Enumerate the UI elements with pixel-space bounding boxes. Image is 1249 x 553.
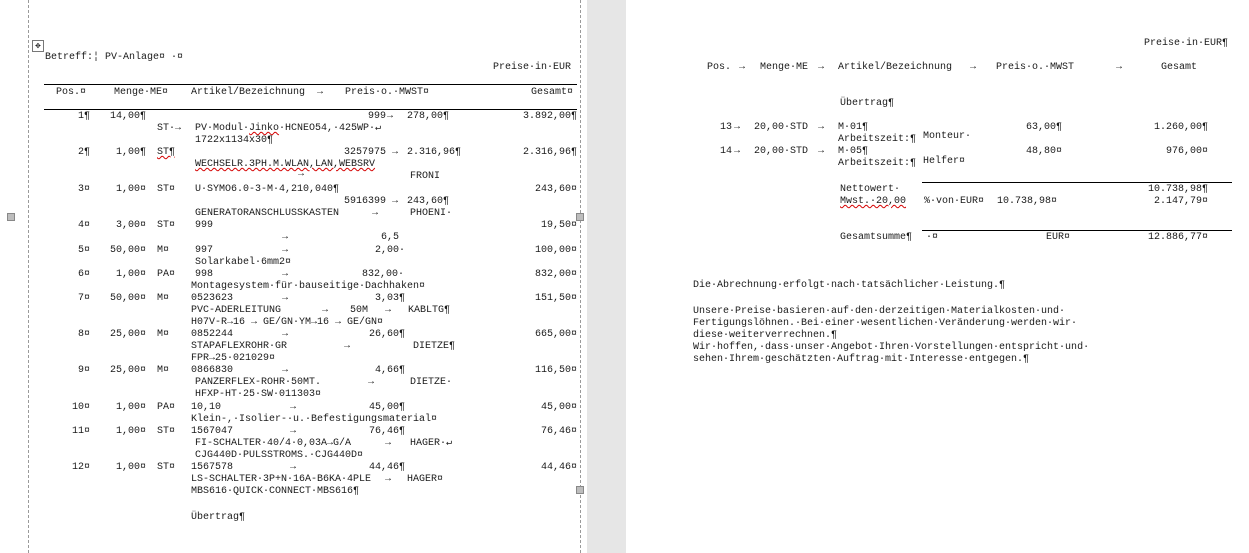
- row-desc-line: HAGER·↵: [410, 438, 453, 449]
- row-total: 19,50¤: [540, 220, 577, 231]
- row-qty: 25,00¤: [109, 365, 146, 376]
- row-art-nr: 997: [195, 245, 214, 256]
- row-unit: M¤: [157, 329, 170, 340]
- resize-handle-bottom[interactable]: [576, 486, 584, 494]
- row-desc-line: CJG440D·PULSSTROMS.·CJG440D¤: [195, 450, 364, 461]
- row-unit: ST¶: [157, 147, 176, 158]
- row-art-nr: 0523623: [191, 293, 234, 304]
- row-desc-line: HAGER¤: [407, 474, 444, 485]
- header-gesamt: Gesamt: [1161, 62, 1198, 73]
- row-pos: 5¤: [77, 245, 90, 256]
- gesamtsumme-currency: EUR¤: [1046, 232, 1071, 243]
- row-qty: 1,00¤: [115, 269, 146, 280]
- row-desc-line: MBS616·QUICK·CONNECT·MBS616¶: [191, 486, 360, 497]
- header-rule-bottom: [44, 109, 577, 110]
- row-desc-line: Klein-,·Isolier-·u.·Befestigungsmaterial¤: [191, 414, 438, 425]
- row-price: 4,66¶: [375, 365, 406, 376]
- row-desc-line: U·SYMO6.0-3-M·4,210,040¶: [195, 184, 340, 195]
- row-total: 1.260,00¶: [1153, 122, 1208, 133]
- row-desc-line: HFXP-HT·25·SW·011303¤: [195, 389, 322, 400]
- row-total: 976,00¤: [1165, 146, 1208, 157]
- row-desc-line: 50M: [350, 305, 369, 316]
- uebertrag-left: Übertrag¶: [191, 512, 246, 523]
- row-total: 44,46¤: [540, 462, 577, 473]
- row-qty: 25,00¤: [109, 329, 146, 340]
- row-unit: ST¤: [157, 426, 176, 437]
- row-desc-line: Montagesystem·für·bauseitige·Dachhaken¤: [191, 281, 426, 292]
- paragraph-line: Die·Abrechnung·erfolgt·nach·tatsächlicher·Leistung.¶: [693, 280, 1006, 291]
- totals-rule-bottom: [922, 230, 1232, 231]
- resize-handle-left[interactable]: [7, 213, 15, 221]
- gesamtsumme-value: 12.886,77¤: [1147, 232, 1208, 243]
- row-qty: 1,00¤: [115, 426, 146, 437]
- row-qty: 1,00¶: [115, 147, 146, 158]
- row-pos: 7¤: [77, 293, 90, 304]
- header-gesamt: Gesamt¤: [530, 87, 573, 98]
- row-qty: 20,00·STD: [754, 122, 809, 133]
- row-unit: ST¤: [157, 220, 176, 231]
- row-total: 832,00¤: [534, 269, 577, 280]
- row-price: 243,60¶: [407, 196, 450, 207]
- header-preis: Preis·o.·MWST¤: [345, 87, 430, 98]
- row-desc-line: PVC-ADERLEITUNG: [191, 305, 282, 316]
- row-art-nr: 0852244: [191, 329, 234, 340]
- row-qty: 1,00¤: [115, 402, 146, 413]
- row-role: Helfer¤: [923, 156, 966, 167]
- document-page-left: ✥ Betreff:¦ PV-Anlage¤ ·¤ Preise·in·EUR Pos.¤ Menge·ME¤ Artikel/Bezeichnung → Preis·o.·MWST¤ Gesamt¤ 1¶ 14,00¶ ST·→ 999 → 278,00¶ 3.892,00¶ PV·Modul·Jinko·HCNEO54,·425WP·↵ 1722x1134x30¶ 2¶ 1,00¶ ST¶ 3257975 → 2.316,96¶ 2.316,96¶ WECHSELR.3PH.M.WLAN,LAN,WEBSRV → FRONI 3¤ 1,00¤ ST¤ 243,60¤ U·SYMO6.0-3-M·4,210,040¶ 5916399 → 243,60¶ GENERATORANSCHLUSSKASTEN → PHOENI· 4¤ 3,00¤ ST¤ 999 19,50¤ → 6,5 5¤ 50,00¤ M¤ 997 → 2,00· 100,00¤ Solarkabel·6mm2¤ 6¤ 1,00¤ PA¤ 998 → 832,00· 832,00¤ Montagesystem·für·bauseitige·Dachhaken¤ 7¤ 50,00¤ M¤ 0523623 → 3,03¶ 151,50¤ PVC-ADERLEITUNG → 50M → KABLTG¶ H07V-R→16 → GE/GN·YM→16 → GE/GN¤ 8¤ 25,00¤ M¤ 0852244 → 26,60¶ 665,00¤ STAPAFLEXROHR·GR → DIETZE¶ FPR→25·021029¤ 9¤ 25,00¤ M¤ 0866830 → 4,66¶ 116,50¤ PANZERFLEX-ROHR·50MT. → DIETZE· HFXP-HT·25·SW·011303¤ 10¤ 1,00¤ PA¤ 10,10 → 45,00¶ 45,00¤ Klein-,·Isolier-·u.·Befestigungsmaterial¤ 11¤ 1,00¤ ST¤ 1567047 → 76,46¶ 76,46¤ FI-SCHALTER·40/4·0,03A→G/A → HAGER·↵ CJG440D·PULSSTROMS.·CJG440D¤ 12¤ 1,00¤ ST¤ 1567578 → 44,46¶ 44,46¤ LS-SCHALTER·3P+N·16A-B6KA·4PLE → HAGER¤ MBS616·QUICK·CONNECT·MBS616¶ Übertrag¶: [0, 0, 587, 553]
- totals-rule-top: [922, 182, 1232, 183]
- row-unit: M¤: [157, 245, 170, 256]
- header-artikel: Artikel/Bezeichnung →: [191, 87, 324, 98]
- row-desc-line: STAPAFLEXROHR·GR: [191, 341, 288, 352]
- header-menge-me: Menge·ME: [760, 62, 809, 73]
- row-unit: ST¤: [157, 184, 176, 195]
- row-qty: 1,00¤: [115, 184, 146, 195]
- row-desc-line: DIETZE·: [410, 377, 453, 388]
- row-price: 44,46¶: [369, 462, 406, 473]
- row-art-nr: 1567047: [191, 426, 234, 437]
- resize-handle-right[interactable]: [576, 213, 584, 221]
- row-qty: 50,00¤: [109, 245, 146, 256]
- paragraph-line: Unsere·Preise·basieren·auf·den·derzeitigen·Materialkosten·und·: [693, 306, 1066, 317]
- row-price: 26,60¶: [369, 329, 406, 340]
- row-unit: ST¤: [157, 462, 176, 473]
- row-total: 116,50¤: [534, 365, 577, 376]
- header-preis: Preis·o.·MWST: [996, 62, 1075, 73]
- row-desc-line: GENERATORANSCHLUSSKASTEN: [195, 208, 340, 219]
- row-price: 832,00·: [362, 269, 405, 280]
- header-rule-top: [44, 84, 577, 85]
- row-pos: 3¤: [77, 184, 90, 195]
- row-pos: 12¤: [71, 462, 90, 473]
- row-unit: M¤: [157, 365, 170, 376]
- row-price: 2,00·: [375, 245, 406, 256]
- row-qty: 14,00¶: [109, 111, 146, 122]
- row-price: 76,46¶: [369, 426, 406, 437]
- row-price: 45,00¶: [369, 402, 406, 413]
- header-pos: Pos.: [707, 62, 732, 73]
- row-pos: 2¶: [77, 147, 90, 158]
- row-pos: 11¤: [71, 426, 90, 437]
- margin-guide-left: [28, 0, 29, 553]
- row-total: 151,50¤: [534, 293, 577, 304]
- row-price: 278,00¶: [407, 111, 450, 122]
- row-unit: PA¤: [157, 402, 176, 413]
- row-role: Monteur·: [923, 131, 972, 142]
- row-desc-line: FPR→25·021029¤: [191, 353, 276, 364]
- row-art-nr: 10,10: [191, 402, 222, 413]
- row-pos: 9¤: [77, 365, 90, 376]
- currency-note: Preise·in·EUR¶: [1144, 38, 1229, 49]
- row-price: 6,5: [381, 232, 400, 243]
- row-pos: 6¤: [77, 269, 90, 280]
- mwst-label: Mwst.·20,00: [840, 196, 907, 207]
- currency-note: Preise·in·EUR: [493, 62, 572, 73]
- row-desc-line: PANZERFLEX-ROHR·50MT.: [195, 377, 322, 388]
- row-total: 100,00¤: [534, 245, 577, 256]
- mwst-base: 10.738,98¤: [997, 196, 1058, 207]
- row-desc-line: DIETZE¶: [413, 341, 456, 352]
- mwst-value: 2.147,79¤: [1153, 196, 1208, 207]
- row-total: 3.892,00¶: [522, 111, 577, 122]
- row-pos: 10¤: [71, 402, 90, 413]
- header-artikel: Artikel/Bezeichnung: [838, 62, 953, 73]
- row-price: 63,00¶: [1025, 122, 1062, 133]
- row-total: 45,00¤: [540, 402, 577, 413]
- header-menge-me: Menge·ME¤: [114, 87, 169, 98]
- row-total: 243,60¤: [534, 184, 577, 195]
- row-pos: 8¤: [77, 329, 90, 340]
- row-total: 2.316,96¶: [522, 147, 577, 158]
- row-desc-line: H07V-R→16 → GE/GN·YM→16 → GE/GN¤: [191, 317, 384, 328]
- table-move-handle-icon[interactable]: ✥: [32, 40, 44, 52]
- row-art-nr: 999: [368, 111, 387, 122]
- header-pos: Pos.¤: [55, 87, 86, 98]
- row-desc-line: LS-SCHALTER·3P+N·16A-B6KA·4PLE: [191, 474, 372, 485]
- row-qty: 20,00·STD: [754, 146, 809, 157]
- margin-guide-right: [580, 0, 581, 553]
- row-pos: 4¤: [77, 220, 90, 231]
- row-desc-line: 1722x1134x30¶: [195, 135, 274, 146]
- row-unit: ST·→: [157, 123, 182, 134]
- document-page-right: Preise·in·EUR¶ Pos. → Menge·ME → Artikel/Bezeichnung → Preis·o.·MWST → Gesamt Übertrag¶ 13 → 20,00·STD → M·01¶ Arbeitszeit:¶ Monteur· 63,00¶ 1.260,00¶ 14 → 20,00·STD → M·05¶ Arbeitszeit:¶ Helfer¤ 48,80¤ 976,00¤ Nettowert· 10.738,98¶ Mwst.·20,00 %·von·EUR¤ 10.738,98¤ 2.147,79¤ Gesamtsumme¶ ·¤ EUR¤ 12.886,77¤ Die·Abrechnung·erfolgt·nach·tatsächlicher·Leistung.¶ Unsere·Preise·basieren·auf·den·derzeitigen·Materialkosten·und· Fertigungslöhnen.·Bei·einer·wesentlichen·Veränderung·werden·wir· diese·weiterverrechnen.¶ Wir·hoffen,·dass·unser·Angebot·Ihren·Vorstellungen·entspricht·und· sehen·Ihrem·geschätzten·Auftrag·mit·Interesse·entgegen.¶: [626, 0, 1249, 553]
- nettowert-label: Nettowert·: [840, 184, 901, 195]
- row-art-nr: M·05¶: [838, 146, 869, 157]
- row-pos: 14: [720, 146, 733, 157]
- row-desc-line: PV·Modul·Jinko·HCNEO54,·425WP·↵: [195, 123, 382, 134]
- mwst-percent-text: %·von·EUR¤: [924, 196, 985, 207]
- row-label: Arbeitszeit:¶: [838, 134, 917, 145]
- row-qty: 3,00¤: [115, 220, 146, 231]
- row-pos: 1¶: [77, 111, 90, 122]
- row-total: 76,46¤: [540, 426, 577, 437]
- row-art-nr: 5916399: [344, 196, 387, 207]
- paragraph-line: diese·weiterverrechnen.¶: [693, 330, 838, 341]
- paragraph-line: Wir·hoffen,·dass·unser·Angebot·Ihren·Vorstellungen·entspricht·und·: [693, 342, 1090, 353]
- row-desc-line: KABLTG¶: [408, 305, 451, 316]
- row-pos: 13: [720, 122, 733, 133]
- row-price: 3,03¶: [375, 293, 406, 304]
- row-art-nr: 3257975: [344, 147, 387, 158]
- gesamtsumme-label: Gesamtsumme¶: [840, 232, 913, 243]
- row-total: 665,00¤: [534, 329, 577, 340]
- row-desc-line: FRONI: [410, 171, 441, 182]
- row-qty: 50,00¤: [109, 293, 146, 304]
- row-qty: 1,00¤: [115, 462, 146, 473]
- row-label: Arbeitszeit:¶: [838, 158, 917, 169]
- row-art-nr: M·01¶: [838, 122, 869, 133]
- row-price: 48,80¤: [1025, 146, 1062, 157]
- row-desc-line: WECHSELR.3PH.M.WLAN,LAN,WEBSRV: [195, 159, 376, 170]
- row-art-nr: 1567578: [191, 462, 234, 473]
- row-art-nr: 0866830: [191, 365, 234, 376]
- row-art-nr: 999: [195, 220, 214, 231]
- row-unit: M¤: [157, 293, 170, 304]
- row-price: 2.316,96¶: [407, 147, 462, 158]
- row-desc-line: Solarkabel·6mm2¤: [195, 257, 292, 268]
- betreff-line: Betreff:¦ PV-Anlage¤ ·¤: [45, 52, 184, 63]
- paragraph-line: sehen·Ihrem·geschätzten·Auftrag·mit·Interesse·entgegen.¶: [693, 354, 1030, 365]
- row-unit: PA¤: [157, 269, 176, 280]
- row-desc-line: FI-SCHALTER·40/4·0,03A→G/A: [195, 438, 352, 449]
- nettowert-value: 10.738,98¶: [1147, 184, 1208, 195]
- paragraph-line: Fertigungslöhnen.·Bei·einer·wesentlichen·Veränderung·werden·wir·: [693, 318, 1078, 329]
- gesamtsumme-mid: ·¤: [926, 232, 939, 243]
- uebertrag-right: Übertrag¶: [840, 98, 895, 109]
- row-art-nr: 998: [195, 269, 214, 280]
- row-desc-line: PHOENI·: [410, 208, 453, 219]
